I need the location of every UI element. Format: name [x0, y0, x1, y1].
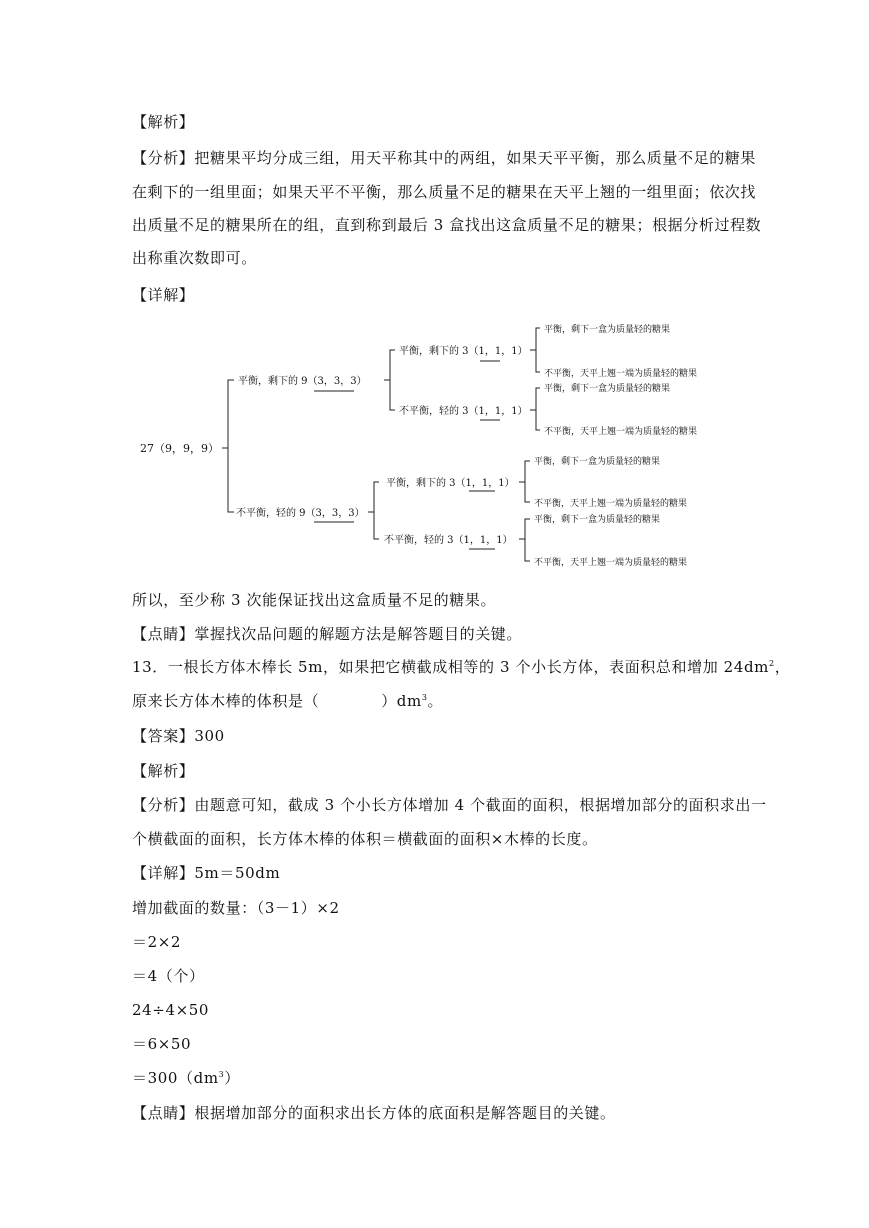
calc-final-text-a: ＝300（dm	[132, 1069, 219, 1087]
calc-step-2: ＝2×2	[132, 933, 182, 951]
question-13-text-c: 原来长方体木棒的体积是（	[132, 692, 320, 710]
conclusion-line: 所以，至少称 3 次能保证找出这盒质量不足的糖果。	[132, 591, 497, 609]
question-13-text-e: 。	[427, 692, 444, 710]
question-13-line-2	[132, 691, 443, 711]
tree-leaf-4: 不平衡，天平上翘一端为质量轻的糖果	[544, 427, 698, 437]
tree-root-label: 27（9，9，9）	[140, 442, 219, 455]
question-13-text-d: ）dm	[381, 692, 422, 710]
calc-step-5: ＝6×50	[132, 1035, 192, 1053]
calc-final-sup: 3	[218, 1070, 225, 1079]
question-13-line-1	[132, 657, 790, 677]
tree-upper-b2-label: 不平衡，轻的 3（1，1，1）	[399, 406, 528, 417]
tree-upper-b1-label: 平衡，剩下的 3（1，1，1）	[399, 346, 528, 357]
question-13-sup-2: 2	[769, 659, 775, 668]
calc-final-text-b: ）	[224, 1069, 240, 1087]
analysis-2-line-1: 【分析】由题意可知，截成 3 个小长方体增加 4 个截面的面积，根据增加部分的面积求出一	[132, 796, 767, 814]
tree-upper-branch-label: 平衡，剩下的 9（3，3，3）	[238, 376, 367, 387]
tree-leaf-7: 平衡，剩下一盒为质量轻的糖果	[534, 515, 661, 525]
tree-leaf-6: 不平衡，天平上翘一端为质量轻的糖果	[534, 499, 688, 509]
calc-step-4: 24÷4×50	[132, 1001, 210, 1019]
calc-step-final	[132, 1068, 240, 1088]
tree-leaf-2: 不平衡，天平上翘一端为质量轻的糖果	[544, 369, 698, 379]
detail-2-heading: 【详解】5m＝50dm	[132, 864, 281, 882]
calc-step-1: 增加截面的数量：（3－1）×2	[132, 899, 340, 917]
analysis-line-4: 出称重次数即可。	[132, 249, 257, 267]
analysis-line-2: 在剩下的一组里面；如果天平不平衡，那么质量不足的糖果在天平上翘的一组里面；依次找	[132, 183, 757, 201]
key-point-1: 【点睛】掌握找次品问题的解题方法是解答题目的关键。	[132, 625, 523, 643]
analysis-line-3: 出质量不足的糖果所在的组，直到称到最后 3 盒找出这盒质量不足的糖果；根据分析过程数	[132, 216, 762, 234]
tree-lower-b1-label: 平衡，剩下的 3（1，1，1）	[386, 478, 515, 489]
question-13-sup-3: 3	[421, 693, 428, 702]
tree-lower-b2-label: 不平衡，轻的 3（1，1，1）	[384, 535, 513, 546]
tree-leaf-1: 平衡，剩下一盒为质量轻的糖果	[544, 325, 671, 335]
section-heading-analysis-2: 【解析】	[132, 762, 195, 780]
question-13-text-a: 13．一根长方体木棒长 5m，如果把它横截成相等的 3 个小长方体，表面积总和增加 24dm	[132, 658, 769, 676]
answer-13: 【答案】300	[132, 727, 225, 745]
calc-step-3: ＝4（个）	[132, 967, 205, 985]
tree-lower-branch-label: 不平衡，轻的 9（3，3，3）	[236, 508, 365, 519]
tree-leaf-8: 不平衡，天平上翘一端为质量轻的糖果	[534, 558, 688, 568]
analysis-line-1: 【分析】把糖果平均分成三组，用天平称其中的两组，如果天平平衡，那么质量不足的糖果	[132, 149, 757, 167]
analysis-2-line-2: 个横截面的面积，长方体木棒的体积＝横截面的面积×木棒的长度。	[132, 830, 598, 848]
question-13-text-b: ，	[774, 658, 791, 676]
tree-leaf-5: 平衡，剩下一盒为质量轻的糖果	[534, 457, 661, 467]
key-point-2: 【点睛】根据增加部分的面积求出长方体的底面积是解答题目的关键。	[132, 1104, 616, 1122]
section-heading-detail: 【详解】	[132, 286, 195, 304]
tree-leaf-3: 平衡，剩下一盒为质量轻的糖果	[544, 384, 671, 394]
section-heading-analysis: 【解析】	[132, 113, 195, 131]
